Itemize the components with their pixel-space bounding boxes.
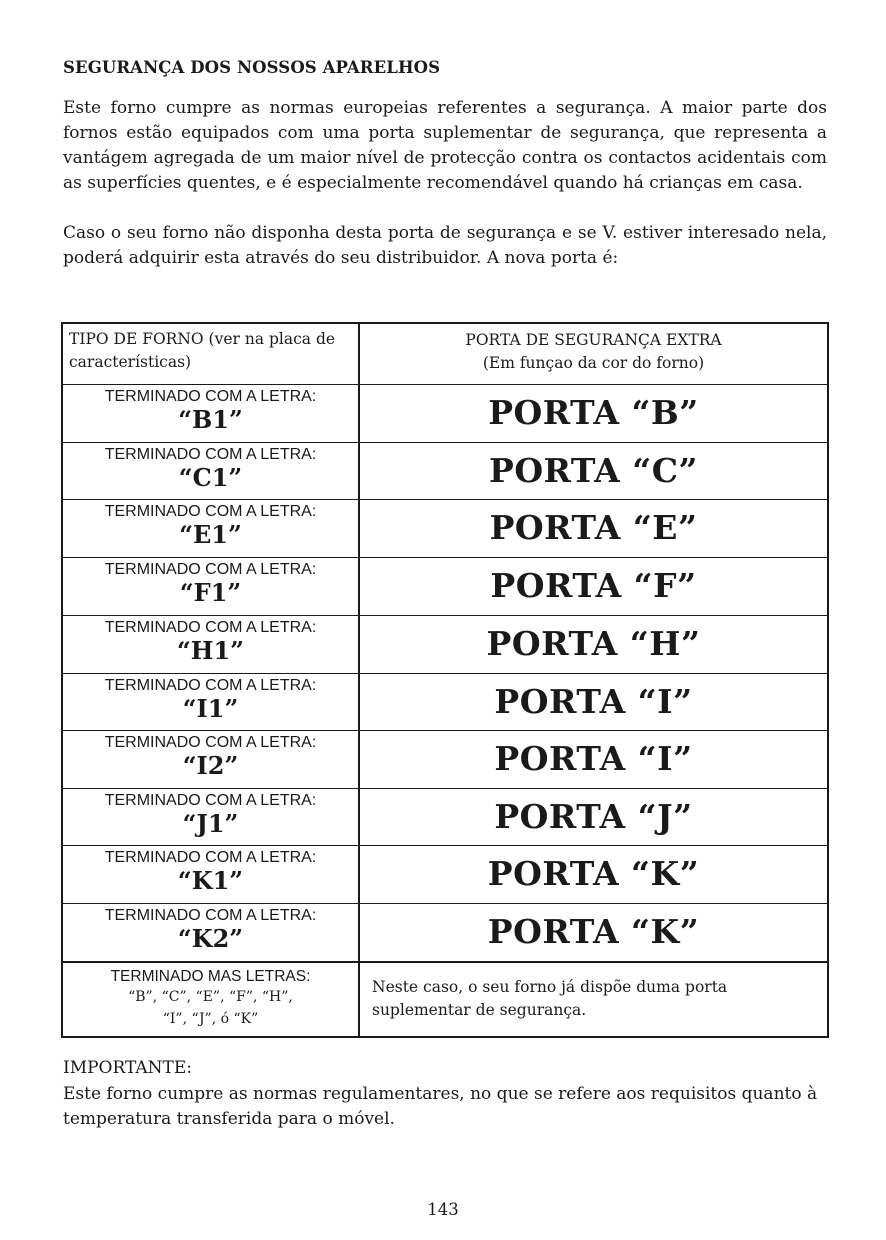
row-door: PORTA “J” [494, 797, 693, 836]
row-code: “I1” [182, 694, 239, 723]
row-code: “B1” [178, 405, 243, 434]
row-door: PORTA “H” [486, 624, 701, 663]
important-title: IMPORTANTE: [63, 1058, 193, 1078]
row-code: “K2” [177, 924, 244, 953]
table-row-other-letters [63, 961, 827, 1036]
row-code: “C1” [178, 463, 243, 492]
row-code: “H1” [177, 636, 244, 665]
table-row [63, 557, 827, 615]
header-oven-type: TIPO DE FORNO (ver na placa de características) [69, 330, 336, 371]
table-row [63, 499, 827, 557]
row-label: TERMINADO COM A LETRA: [104, 849, 317, 866]
row-label: TERMINADO COM A LETRA: [104, 388, 317, 405]
table-row [63, 845, 827, 903]
other-letters-list-1: “B”, “C”, “E”, “F”, “H”, [128, 989, 293, 1005]
table-row [63, 615, 827, 673]
row-code: “E1” [179, 520, 242, 549]
header-extra-door-note: (Em funçao da cor do forno) [482, 354, 705, 372]
table-row [63, 788, 827, 845]
row-door: PORTA “I” [494, 739, 693, 778]
section-heading: SEGURANÇA DOS NOSSOS APARELHOS [63, 58, 441, 77]
other-letters-cell [63, 963, 358, 1036]
table-header-row [63, 324, 827, 384]
row-door: PORTA “C” [489, 451, 698, 490]
row-code: “J1” [182, 809, 239, 838]
row-label: TERMINADO COM A LETRA: [104, 561, 317, 578]
row-label: TERMINADO COM A LETRA: [104, 677, 317, 694]
row-door: PORTA “K” [487, 854, 700, 893]
row-code: “F1” [179, 578, 242, 607]
important-text: Este forno cumpre as normas regulamentares, no que se refere aos requisitos quanto à temperatura transferida para o móvel. [63, 1084, 818, 1129]
row-label: TERMINADO COM A LETRA: [104, 792, 317, 809]
door-compatibility-table [61, 322, 829, 1038]
other-letters-list-2: “I”, “J”, ó “K” [162, 1011, 259, 1027]
row-label: TERMINADO COM A LETRA: [104, 619, 317, 636]
other-letters-note: Neste caso, o seu forno já dispõe duma porta suplementar de segurança. [372, 978, 728, 1019]
row-label: TERMINADO COM A LETRA: [104, 907, 317, 924]
row-door: PORTA “I” [494, 682, 693, 721]
row-door: PORTA “F” [490, 566, 697, 605]
table-row [63, 903, 827, 961]
row-code: “K1” [177, 866, 244, 895]
page-number: 143 [427, 1200, 459, 1219]
row-door: PORTA “E” [489, 508, 698, 547]
table-row [63, 730, 827, 788]
table-row [63, 442, 827, 499]
header-extra-door-title: PORTA DE SEGURANÇA EXTRA [465, 331, 722, 349]
header-extra-door [360, 324, 827, 384]
row-door: PORTA “K” [487, 912, 700, 951]
table-row [63, 673, 827, 730]
row-label: TERMINADO COM A LETRA: [104, 446, 317, 463]
table-row [63, 384, 827, 442]
row-door: PORTA “B” [488, 393, 699, 432]
row-label: TERMINADO COM A LETRA: [104, 503, 317, 520]
row-label: TERMINADO COM A LETRA: [104, 734, 317, 751]
availability-paragraph: Caso o seu forno não disponha desta porta de segurança e se V. estiver interesado nela, poderá adquirir esta através do seu distribuidor. A nova porta é: [63, 223, 827, 268]
row-code: “I2” [182, 751, 239, 780]
other-letters-label: TERMINADO MAS LETRAS: [110, 968, 311, 985]
intro-paragraph: Este forno cumpre as normas europeias referentes a segurança. A maior parte dos fornos estão equipados com uma porta suplementar de segurança, que representa a vantágem agregada de um maior nível de protecção contra os contactos acidentais com as superfícies quentes, e é especialmente recomendável quando há crianças em casa. [63, 98, 827, 193]
